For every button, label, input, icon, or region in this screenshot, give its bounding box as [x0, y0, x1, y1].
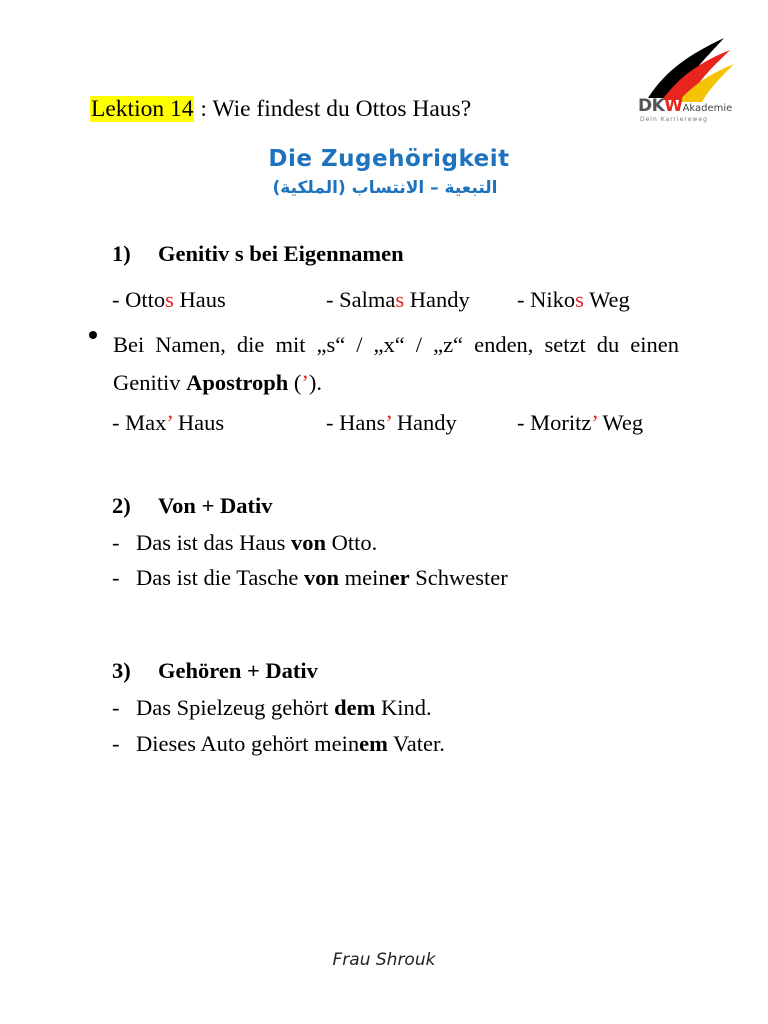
- section-number: 3): [112, 658, 131, 683]
- section-3-heading: [112, 660, 318, 683]
- section-heading-text: Gehören + Dativ: [158, 658, 318, 683]
- section-number: 1): [112, 241, 131, 266]
- page-subtitle: Die Zugehörigkeit: [268, 146, 510, 172]
- example-salmas-handy: - Salmas Handy: [326, 287, 470, 312]
- section-number: 2): [112, 493, 131, 518]
- lesson-title-text: : Wie findest du Ottos Haus?: [194, 96, 472, 122]
- page-subtitle-arabic: التبعية – الانتساب (الملكية): [272, 178, 498, 198]
- von-example-line: - Das ist die Tasche von meiner Schwester: [112, 565, 508, 590]
- example-moritz-weg: - Moritz’ Weg: [517, 410, 644, 435]
- section-1-heading: [112, 243, 404, 266]
- author-signature: Frau Shrouk: [332, 950, 436, 970]
- lesson-title: [90, 98, 471, 122]
- dkw-akademie-logo: [638, 36, 738, 128]
- example-max-haus: - Max’ Haus: [112, 410, 225, 435]
- gehoeren-example-line: - Dieses Auto gehört meinem Vater.: [112, 731, 445, 756]
- von-example-line: - Das ist das Haus von Otto.: [112, 530, 378, 555]
- example-hans-handy: - Hans’ Handy: [326, 410, 457, 435]
- gehoeren-example-line: - Das Spielzeug gehört dem Kind.: [112, 695, 432, 720]
- apostroph-rule: Bei Namen, die mit „s“ / „x“ / „z“ enden, setzt du einen Genitiv Apostroph (’).: [113, 332, 679, 395]
- lesson-number-highlight: Lektion 14: [91, 96, 194, 122]
- section-heading-text: Genitiv s bei Eigennamen: [158, 241, 404, 266]
- section-heading-text: Von + Dativ: [158, 493, 273, 518]
- example-nikos-weg: - Nikos Weg: [517, 287, 630, 312]
- logo-wordmark: DKWAkademie: [638, 96, 733, 116]
- bullet-icon: [89, 331, 97, 339]
- section-2-heading: [112, 495, 273, 518]
- logo-tagline: Dein Karriereweg: [640, 116, 708, 123]
- example-ottos-haus: - Ottos Haus: [112, 287, 226, 312]
